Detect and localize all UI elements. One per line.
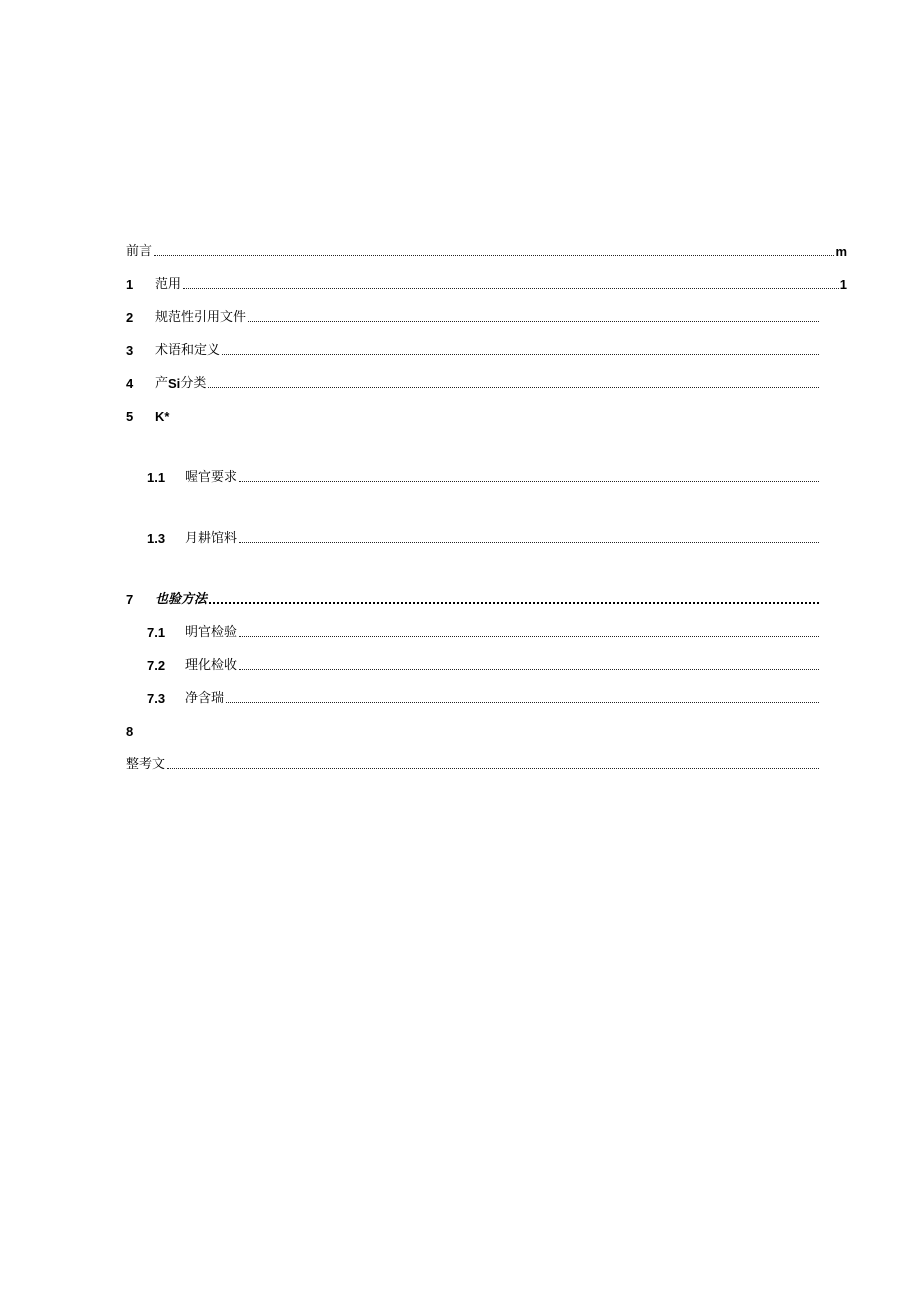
toc-entry-7-2[interactable] — [147, 654, 820, 674]
toc-entry-1-1[interactable] — [147, 466, 820, 486]
toc-title: 也验方法 — [155, 592, 208, 607]
toc-entry-1[interactable] — [126, 273, 847, 293]
toc-number: 7.2 — [147, 658, 166, 673]
toc-entry-7[interactable] — [126, 588, 820, 608]
toc-title: 净含瑞 — [185, 691, 225, 706]
toc-number: 7 — [126, 592, 134, 607]
toc-entry-1-3[interactable] — [147, 527, 820, 547]
toc-title-part: Si — [168, 376, 181, 391]
toc-leader — [208, 386, 819, 388]
toc-entry-4[interactable] — [126, 372, 820, 392]
toc-number: 7.3 — [147, 691, 166, 706]
toc-title: 范用 — [155, 277, 182, 292]
toc-title: 术语和定义 — [155, 343, 221, 358]
toc-title: K* — [155, 409, 170, 424]
toc-title: 月耕馆料 — [185, 531, 238, 546]
toc-leader — [209, 601, 819, 604]
toc-title-part: 分类 — [180, 376, 207, 391]
toc-number: 3 — [126, 343, 134, 358]
toc-entry-7-1[interactable] — [147, 621, 820, 641]
toc-title: 理化检收 — [185, 658, 238, 673]
toc-number: 4 — [126, 376, 134, 391]
toc-number: 5 — [126, 409, 134, 424]
toc-page: 1 — [839, 277, 847, 292]
toc-title: 整考文 — [126, 757, 166, 772]
toc-leader — [239, 668, 819, 670]
toc-number: 8 — [126, 724, 134, 739]
toc-number: 2 — [126, 310, 134, 325]
toc-title: 明官检验 — [185, 625, 238, 640]
toc-title-part: 产 — [155, 376, 169, 391]
toc-number: 1.1 — [147, 470, 166, 485]
toc-entry-2[interactable] — [126, 306, 820, 326]
toc-leader — [239, 541, 819, 543]
toc-title: 喔官要求 — [185, 470, 238, 485]
toc-leader — [154, 254, 834, 256]
toc-entry-foreword[interactable] — [126, 240, 847, 260]
toc-leader — [239, 480, 819, 482]
toc-title: 前言 — [126, 244, 153, 259]
toc-number: 1.3 — [147, 531, 166, 546]
toc-leader — [222, 353, 819, 355]
toc-leader — [167, 767, 819, 769]
toc-number: 7.1 — [147, 625, 166, 640]
toc-entry-8[interactable] — [126, 720, 820, 740]
toc-leader — [226, 701, 819, 703]
toc-leader — [239, 635, 819, 637]
toc-leader — [183, 287, 839, 289]
toc-title: 规范性引用文件 — [155, 310, 247, 325]
toc-leader — [248, 320, 819, 322]
toc-entry-references[interactable] — [126, 753, 820, 773]
toc-number: 1 — [126, 277, 134, 292]
toc-entry-7-3[interactable] — [147, 687, 820, 707]
toc-entry-5[interactable] — [126, 405, 820, 425]
toc-entry-3[interactable] — [126, 339, 820, 359]
toc-page: m — [835, 244, 847, 259]
